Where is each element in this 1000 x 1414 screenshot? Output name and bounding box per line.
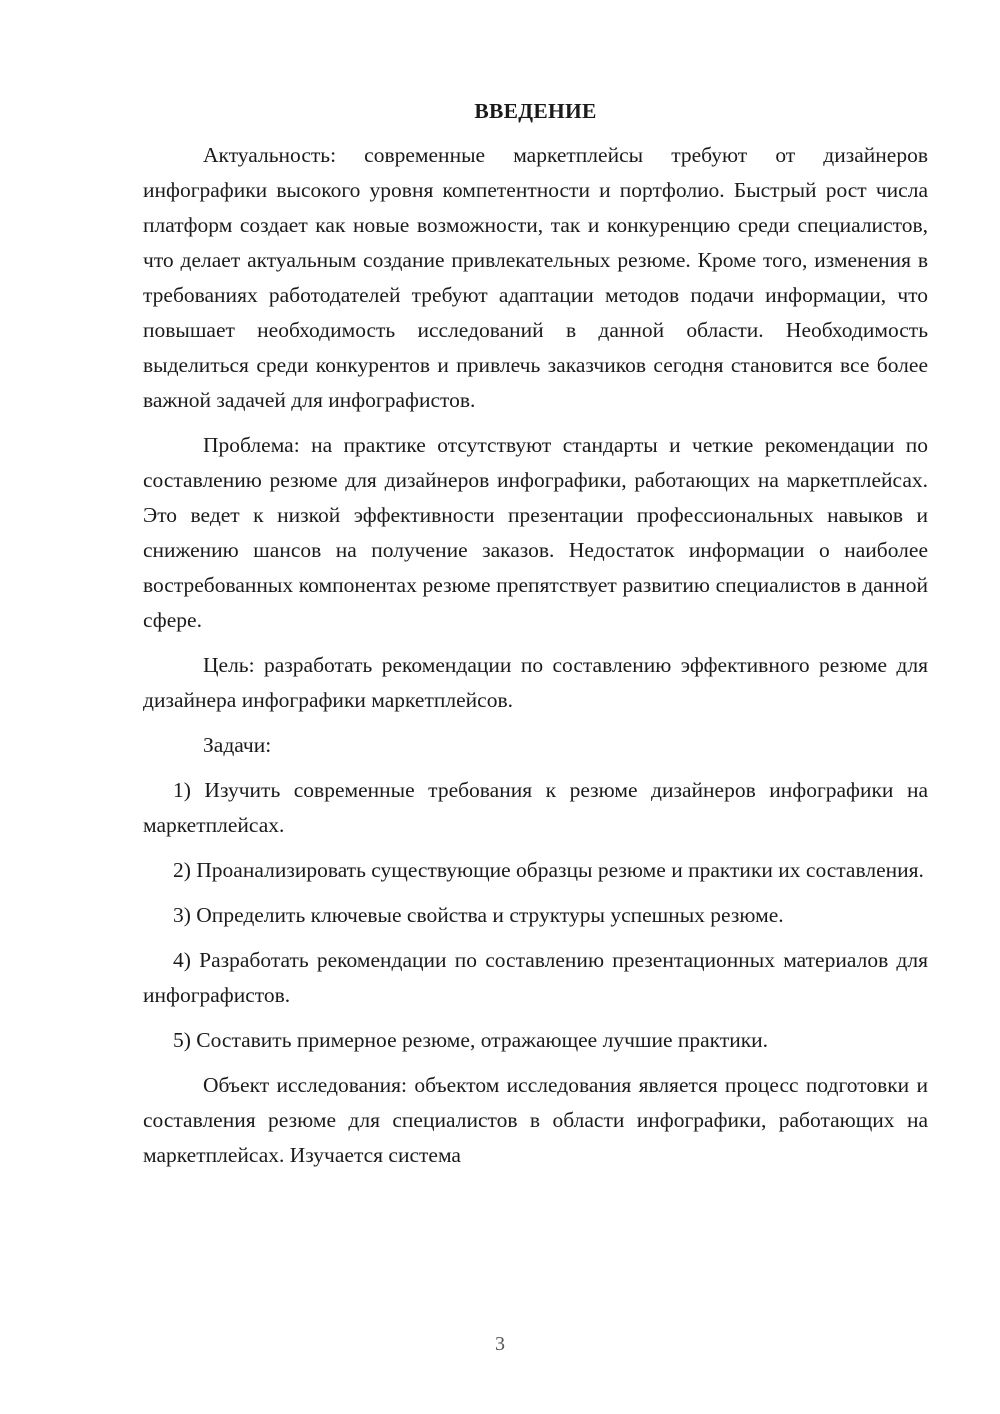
task-item-1: 1) Изучить современные требования к резюме дизайнеров инфографики на маркетплейсах. <box>143 778 928 837</box>
task-item-2: 2) Проанализировать существующие образцы резюме и практики их составления. <box>173 858 924 882</box>
section-heading: ВВЕДЕНИЕ <box>474 99 597 123</box>
paragraph-relevance: Актуальность: современные маркетплейсы требуют от дизайнеров инфографики высокого уровня компетентности и портфолио. Быстрый рост числа платформ создает как новые возможности, так и конкуренцию среди специалистов, что делает актуальным создание привлекательных резюме. Кроме того, изменения в требованиях работодателей требуют адаптации методов подачи информации, что повышает необходимость исследований в данной области. Необходимость выделиться среди конкурентов и привлечь заказчиков сегодня становится все более важной задачей для инфографистов. <box>143 143 928 412</box>
paragraph-goal: Цель: разработать рекомендации по составлению эффективного резюме для дизайнера инфографики маркетплейсов. <box>143 653 928 712</box>
task-item-3: 3) Определить ключевые свойства и структуры успешных резюме. <box>173 903 784 927</box>
tasks-title: Задачи: <box>203 733 272 757</box>
page-number: 3 <box>495 1333 505 1355</box>
paragraph-problem: Проблема: на практике отсутствуют стандарты и четкие рекомендации по составлению резюме для дизайнеров инфографики, работающих на маркетплейсах. Это ведет к низкой эффективности презентации профессиональных навыков и снижению шансов на получение заказов. Недостаток информации о наиболее востребованных компонентах резюме препятствует развитию специалистов в данной сфере. <box>143 433 928 632</box>
task-item-4: 4) Разработать рекомендации по составлению презентационных материалов для инфографистов. <box>143 948 928 1007</box>
task-item-5: 5) Составить примерное резюме, отражающее лучшие практики. <box>173 1028 769 1052</box>
paragraph-object: Объект исследования: объектом исследования является процесс подготовки и составления резюме для специалистов в области инфографики, работающих на маркетплейсах. Изучается система <box>143 1073 928 1167</box>
document-page <box>143 96 928 1173</box>
